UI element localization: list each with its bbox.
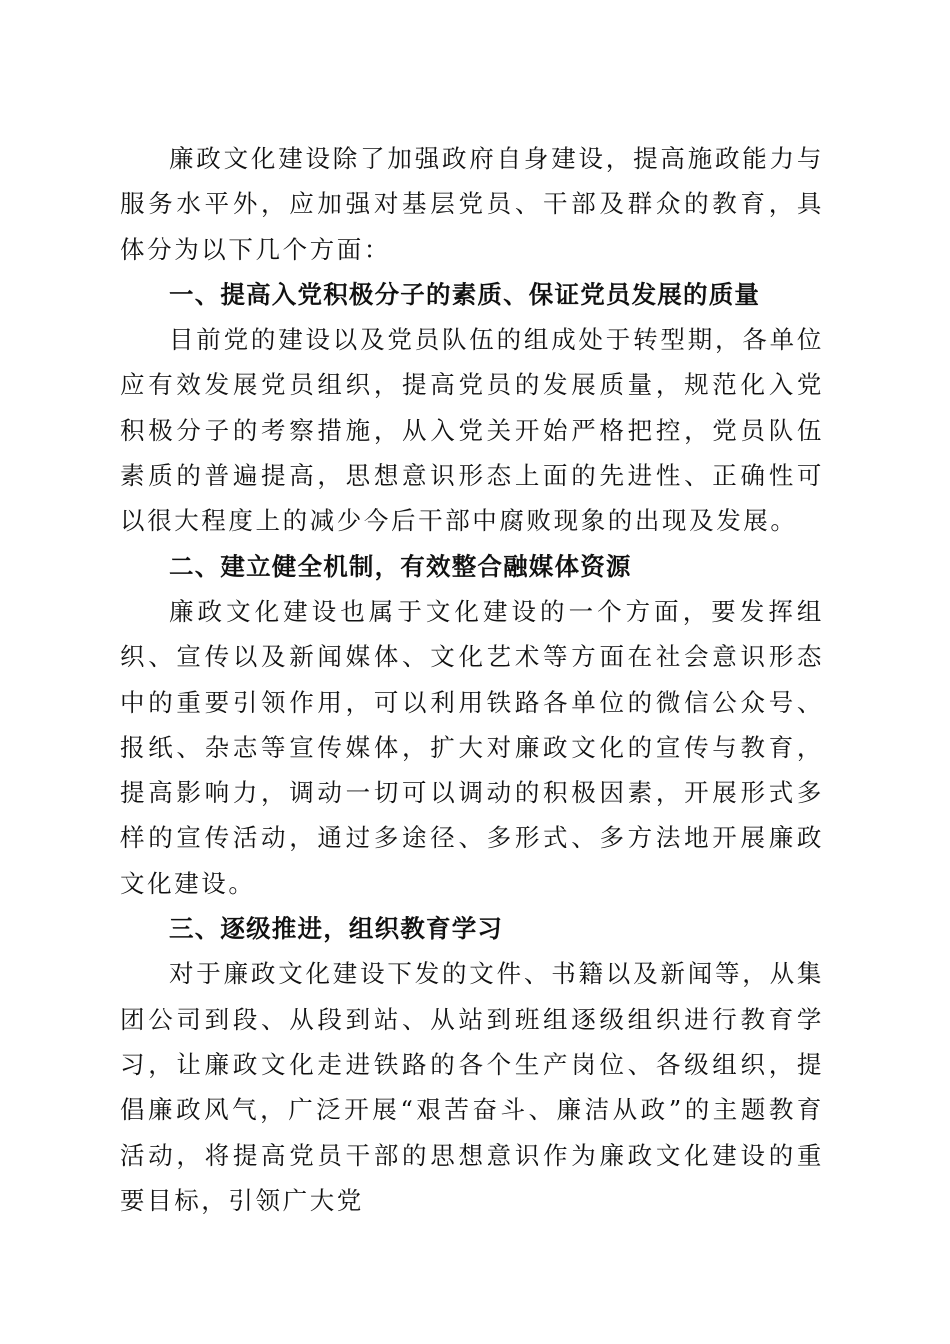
document-body xyxy=(120,136,824,1223)
section-2-heading: 二、建立健全机制，有效整合融媒体资源 xyxy=(169,551,632,581)
section-3-heading: 三、逐级推进，组织教育学习 xyxy=(169,914,504,944)
section-2-paragraph: 廉政文化建设也属于文化建设的一个方面，要发挥组织、宣传以及新闻媒体、文化艺术等方面在社会意识形态中的重要引领作用，可以利用铁路各单位的微信公众号、报纸、杂志等宣传媒体，扩大对廉政文化的宣传与教育，提高影响力，调动一切可以调动的积极因素，开展形式多样的宣传活动，通过多途径、多形式、多方法地开展廉政文化建设。 xyxy=(120,596,824,898)
section-1-paragraph: 目前党的建设以及党员队伍的组成处于转型期，各单位应有效发展党员组织，提高党员的发展质量，规范化入党积极分子的考察措施，从入党关开始严格把控，党员队伍素质的普遍提高，思想意识形态上面的先进性、正确性可以很大程度上的减少今后干部中腐败现象的出现及发展。 xyxy=(120,325,824,536)
section-3-paragraph: 对于廉政文化建设下发的文件、书籍以及新闻等，从集团公司到段、从段到站、从站到班组逐级组织进行教育学习，让廉政文化走进铁路的各个生产岗位、各级组织，提倡廉政风气，广泛开展“艰苦奋斗、廉洁从政”的主题教育活动，将提高党员干部的思想意识作为廉政文化建设的重要目标，引领广大党 xyxy=(120,959,824,1215)
section-1-heading: 一、提高入党积极分子的素质、保证党员发展的质量 xyxy=(169,279,761,309)
intro-paragraph: 廉政文化建设除了加强政府自身建设，提高施政能力与服务水平外，应加强对基层党员、干部及群众的教育，具体分为以下几个方面： xyxy=(120,144,824,264)
